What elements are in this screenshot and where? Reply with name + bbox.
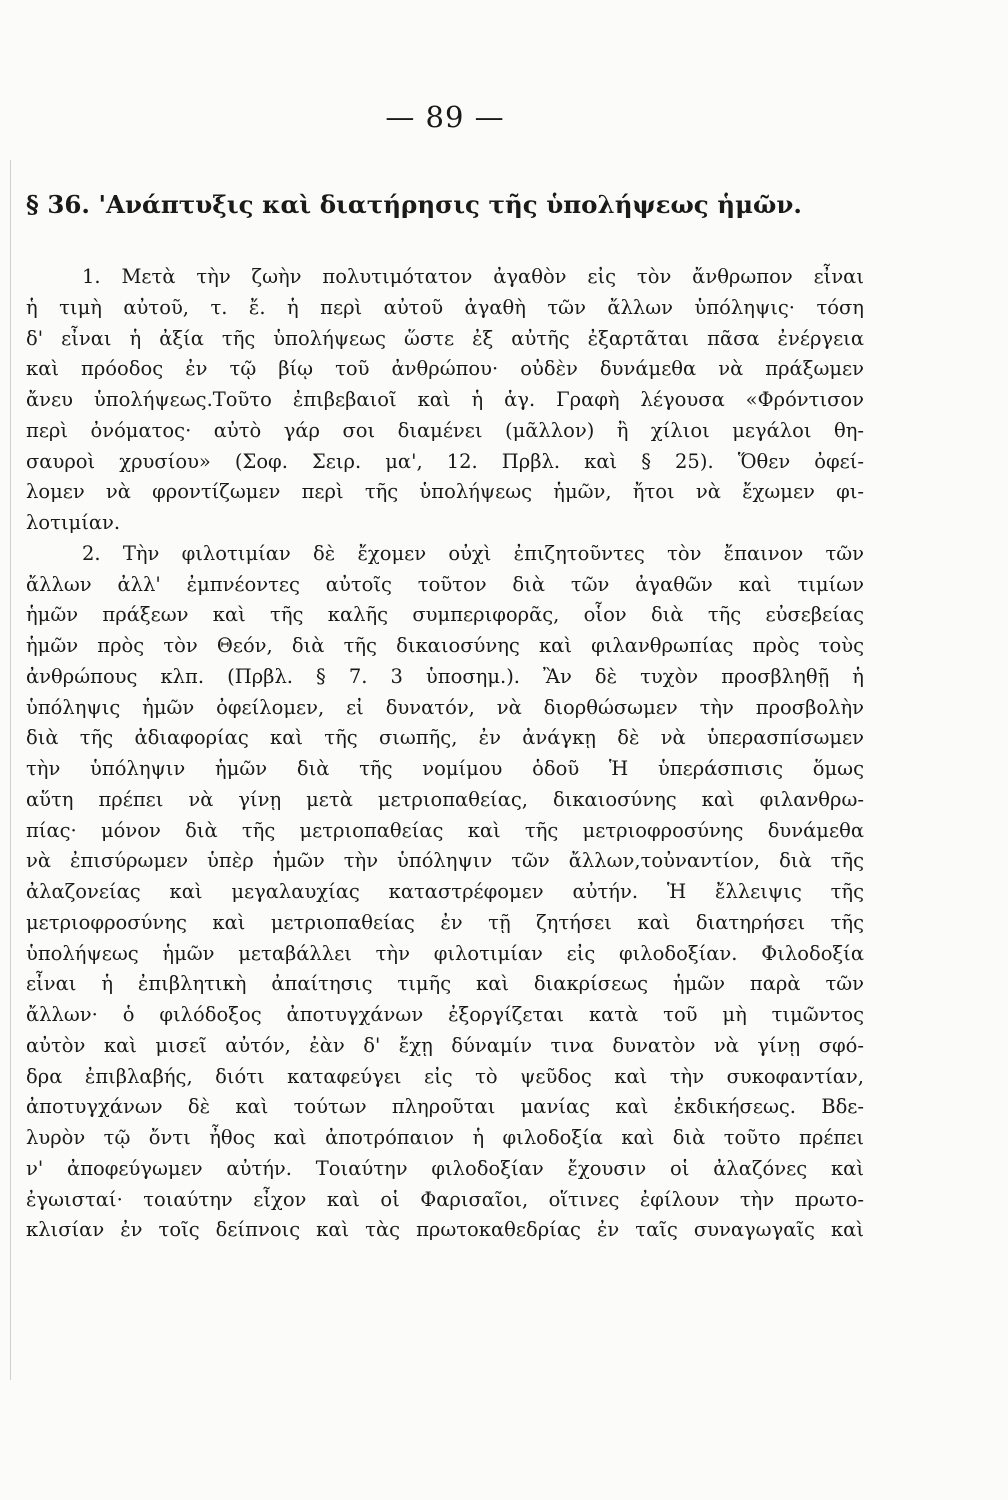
text-line: διὰ τῆς ἀδιαφορίας καὶ τῆς σιωπῆς, ἐν ἀνάγκῃ δὲ νὰ ὑπερασπίσωμεν [26, 726, 864, 750]
text-line: λοτιμίαν. [26, 511, 121, 534]
text-line: κλισίαν ἐν τοῖς δείπνοις καὶ τὰς πρωτοκαθεδρίας ἐν ταῖς συναγωγαῖς καὶ [26, 1218, 864, 1242]
text-line: περὶ ὀνόματος· αὐτὸ γάρ σοι διαμένει (μᾶλλον) ἢ χίλιοι μεγάλοι θη- [26, 418, 864, 442]
text-line: ἡ τιμὴ αὐτοῦ, τ. ἔ. ἡ περὶ αὐτοῦ ἀγαθὴ τῶν ἄλλων ὑπόληψις· τόση [26, 295, 864, 319]
text-line: μετριοφροσύνης καὶ μετριοπαθείας ἐν τῇ ζητήσει καὶ διατηρήσει τῆς [26, 910, 864, 934]
text-line: δ' εἶναι ἡ ἀξία τῆς ὑπολήψεως ὥστε ἐξ αὐτῆς ἐξαρτᾶται πᾶσα ἐνέργεια [26, 326, 864, 350]
text-line: εἶναι ἡ ἐπιβλητικὴ ἀπαίτησις τιμῆς καὶ διακρίσεως ἡμῶν παρὰ τῶν [26, 972, 864, 996]
text-line: 2. Τὴν φιλοτιμίαν δὲ ἔχομεν οὐχὶ ἐπιζητοῦντες τὸν ἔπαινον τῶν [82, 541, 864, 565]
text-line: ἀνθρώπους κλπ. (Πρβλ. § 7. 3 ὑποσημ.). Ἂν δὲ τυχὸν προσβληθῇ ἡ [26, 664, 864, 688]
text-line: καὶ πρόοδος ἐν τῷ βίῳ τοῦ ἀνθρώπου· οὐδὲν δυνάμεθα νὰ πράξωμεν [26, 357, 864, 381]
text-line: λυρὸν τῷ ὄντι ἦθος καὶ ἀποτρόπαιον ἡ φιλοδοξία καὶ διὰ τοῦτο πρέπει [26, 1126, 864, 1149]
text-line: ἡμῶν πρὸς τὸν Θεόν, διὰ τῆς δικαιοσύνης καὶ φιλανθρωπίας πρὸς τοὺς [26, 634, 864, 657]
text-line: νὰ ἐπισύρωμεν ὑπὲρ ἡμῶν τὴν ὑπόληψιν τῶν ἄλλων,τοὐναντίον, διὰ τῆς [26, 849, 864, 873]
text-line: ἡμῶν πράξεων καὶ τῆς καλῆς συμπεριφορᾶς, οἷον διὰ τῆς εὐσεβείας [26, 603, 864, 627]
text-line: λομεν νὰ φροντίζωμεν περὶ τῆς ὑπολήψεως ἡμῶν, ἤτοι νὰ ἔχωμεν φι- [26, 480, 864, 504]
text-line: σαυροὶ χρυσίου» (Σοφ. Σειρ. μα', 12. Πρβλ. καὶ § 25). Ὅθεν ὀφεί- [26, 449, 864, 473]
section-heading: § 36. 'Ανάπτυξις καὶ διατήρησις τῆς ὑπολήψεως ἡμῶν. [26, 190, 802, 219]
page-edge-line [10, 160, 11, 1380]
text-line: αὕτη πρέπει νὰ γίνῃ μετὰ μετριοπαθείας, δικαιοσύνης καὶ φιλανθρω- [26, 787, 864, 811]
text-line: δρα ἐπιβλαβής, διότι καταφεύγει εἰς τὸ ψεῦδος καὶ τὴν συκοφαντίαν, [26, 1064, 864, 1088]
text-line: ἄλλων ἀλλ' ἐμπνέοντες αὐτοῖς τοῦτον διὰ τῶν ἀγαθῶν καὶ τιμίων [26, 572, 864, 596]
text-line: πίας· μόνον διὰ τῆς μετριοπαθείας καὶ τῆς μετριοφροσύνης δυνάμεθα [26, 818, 864, 842]
page-number: — 89 — [385, 100, 505, 134]
text-line: τὴν ὑπόληψιν ἡμῶν διὰ τῆς νομίμου ὁδοῦ Ἡ ὑπεράσπισις ὅμως [26, 757, 864, 780]
body-text [26, 262, 864, 1246]
paragraph-2 [26, 539, 864, 1246]
text-line: 1. Μετὰ τὴν ζωὴν πολυτιμότατον ἀγαθὸν εἰς τὸν ἄνθρωπον εἶναι [82, 265, 864, 288]
paragraph-1 [26, 262, 864, 539]
text-line: ἄνευ ὑπολήψεως.Τοῦτο ἐπιβεβαιοῖ καὶ ἡ ἁγ. Γραφὴ λέγουσα «Φρόντισον [26, 388, 864, 411]
text-line: ἀποτυγχάνων δὲ καὶ τούτων πληροῦται μανίας καὶ ἐκδικήσεως. Βδε- [26, 1095, 864, 1119]
text-line: ἀλαζονείας καὶ μεγαλαυχίας καταστρέφομεν αὐτήν. Ἡ ἔλλειψις τῆς [26, 880, 864, 903]
text-line: ὑπολήψεως ἡμῶν μεταβάλλει τὴν φιλοτιμίαν εἰς φιλοδοξίαν. Φιλοδοξία [26, 941, 864, 965]
text-line: ἐγωισταί· τοιαύτην εἶχον καὶ οἱ Φαρισαῖοι, οἵτινες ἐφίλουν τὴν πρωτο- [26, 1187, 864, 1211]
text-line: ἄλλων· ὁ φιλόδοξος ἀποτυγχάνων ἐξοργίζεται κατὰ τοῦ μὴ τιμῶντος [26, 1003, 864, 1026]
text-line: ν' ἀποφεύγωμεν αὐτήν. Τοιαύτην φιλοδοξίαν ἔχουσιν οἱ ἀλαζόνες καὶ [26, 1156, 864, 1180]
text-line: αὐτὸν καὶ μισεῖ αὐτόν, ἐὰν δ' ἔχῃ δύναμίν τινα δυνατὸν νὰ γίνῃ σφό- [26, 1033, 864, 1057]
text-line: ὑπόληψις ἡμῶν ὀφείλομεν, εἰ δυνατόν, νὰ διορθώσωμεν τὴν προσβολὴν [26, 695, 864, 719]
